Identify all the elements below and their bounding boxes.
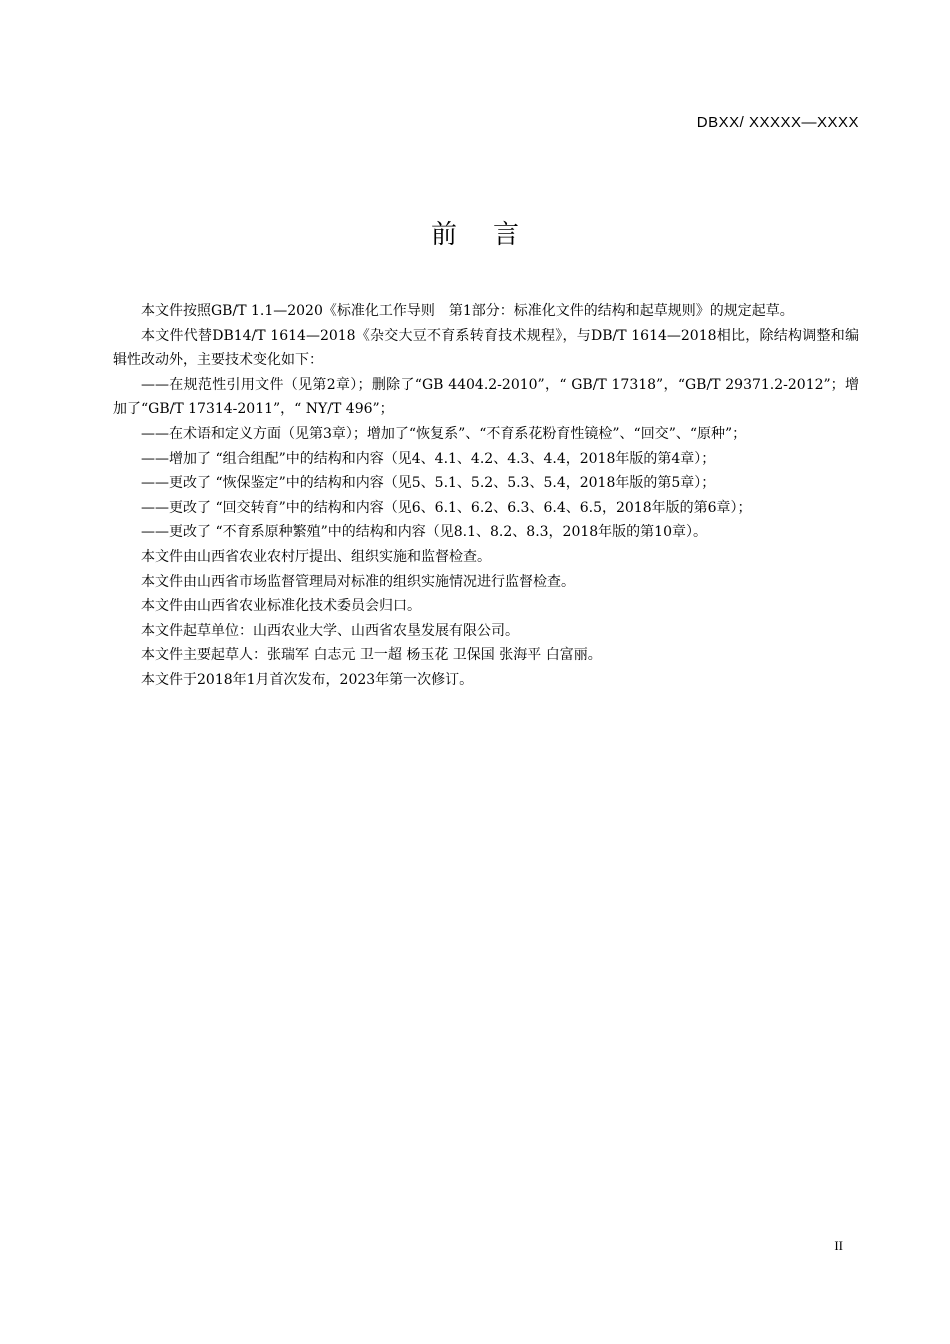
paragraph-replacement: 本文件代替DB14/T 1614—2018《杂交大豆不育系转育技术规程》，与DB/T 1614—2018相比，除结构调整和编辑性改动外，主要技术变化如下： [113, 327, 859, 369]
document-code: DBXX/ XXXXX—XXXX [696, 114, 859, 131]
page-number: II [834, 1238, 843, 1253]
change-item-backcross: ——更改了 “回交转育”中的结构和内容（见6、6.1、6.2、6.3、6.4、6.5，2018年版的第6章）； [141, 499, 752, 516]
paragraph-committee: 本文件由山西省农业标准化技术委员会归口。 [141, 598, 421, 615]
paragraph-drafting-units: 本文件起草单位：山西农业大学、山西省农垦发展有限公司。 [141, 622, 519, 639]
change-item-propagation: ——更改了 “不育系原种繁殖”中的结构和内容（见8.1、8.2、8.3，2018年版的第10章）。 [141, 524, 708, 541]
foreword-body [113, 299, 859, 693]
paragraph-supervision: 本文件由山西省市场监督管理局对标准的组织实施情况进行监督检查。 [141, 573, 575, 590]
page-title: 前言 [430, 220, 555, 250]
paragraph-drafters: 本文件主要起草人：张瑞军 白志元 卫一超 杨玉花 卫保国 张海平 白富丽。 [141, 647, 602, 664]
change-item-identification: ——更改了 “恢保鉴定”中的结构和内容（见5、5.1、5.2、5.3、5.4，2018年版的第5章）； [141, 475, 716, 492]
change-item-combination: ——增加了 “组合组配”中的结构和内容（见4、4.1、4.2、4.3、4.4，2018年版的第4章）； [141, 450, 716, 467]
paragraph-publication-history: 本文件于2018年1月首次发布，2023年第一次修订。 [141, 671, 474, 688]
paragraph-drafting-rule: 本文件按照GB/T 1.1—2020《标准化工作导则 第1部分：标准化文件的结构和起草规则》的规定起草。 [141, 303, 794, 319]
change-item-terms: ——在术语和定义方面（见第3章）；增加了“恢复系”、“不育系花粉育性镜检”、“回交”、“原种”； [141, 425, 747, 442]
change-item-references: ——在规范性引用文件（见第2章）；删除了“GB 4404.2-2010”，“ GB/T 17318”，“GB/T 29371.2-2012”；增加了“GB/T 17314-2011”，“ NY/T 496”； [113, 376, 859, 418]
paragraph-proposer: 本文件由山西省农业农村厅提出、组织实施和监督检查。 [141, 548, 491, 565]
